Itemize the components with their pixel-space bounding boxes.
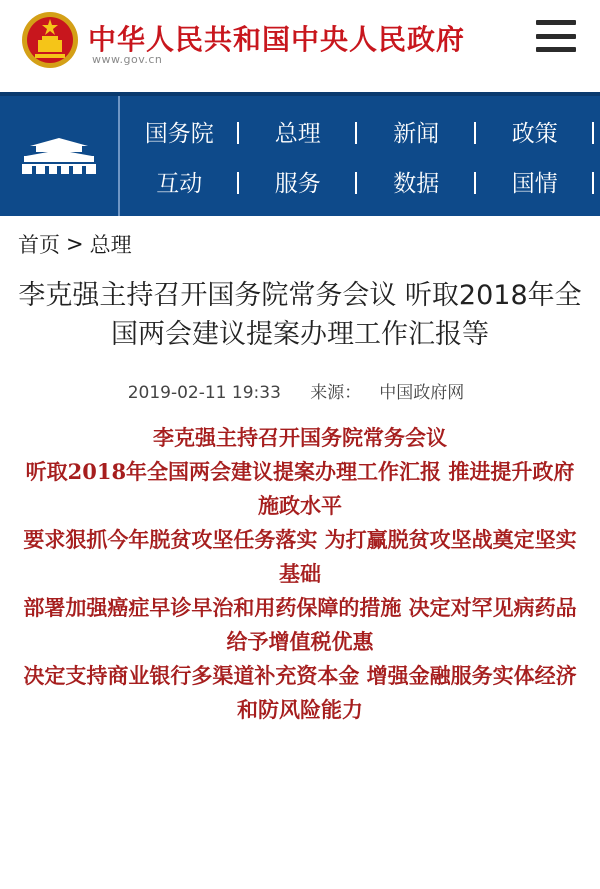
tiananmen-drawing [20,136,98,176]
nav-grid [120,96,600,216]
nav-item-guowuyuan[interactable]: 国务院 [120,106,239,156]
menu-bar [536,34,576,39]
summary-line: 听取2018年全国两会建议提案办理工作汇报 推进提升政府施政水平 [25,459,575,518]
article-datetime: 2019-02-11 19:33 [127,383,281,403]
summary-line: 部署加强癌症早诊早治和用药保障的措施 决定对罕见病药品给予增值税优惠 [23,595,577,654]
nav-item-zhengce[interactable]: 政策 [476,106,595,156]
site-url: www.gov.cn [92,53,163,66]
main-nav [0,92,600,216]
menu-icon[interactable] [536,20,576,52]
article-source: 中国政府网 [379,383,465,403]
summary-line: 李克强主持召开国务院常务会议 [153,425,447,450]
article-title: 李克强主持召开国务院常务会议 听取2018年全国两会建议提案办理工作汇报等 [18,280,582,350]
nav-item-shuju[interactable]: 数据 [357,156,476,206]
menu-bar [536,47,576,52]
breadcrumb-separator: > [66,232,84,256]
nav-item-hudong[interactable]: 互动 [120,156,239,206]
breadcrumb-current[interactable]: 总理 [89,233,132,257]
summary-line: 要求狠抓今年脱贫攻坚任务落实 为打赢脱贫攻坚战奠定坚实基础 [23,527,577,586]
tiananmen-icon[interactable] [0,96,120,216]
breadcrumb [0,216,600,272]
nav-item-xinwen[interactable]: 新闻 [357,106,476,156]
nav-item-guoqing[interactable]: 国情 [476,156,595,206]
national-emblem-icon[interactable] [20,10,80,70]
menu-bar [536,20,576,25]
summary-line: 决定支持商业银行多渠道补充资本金 增强金融服务实体经济和防风险能力 [23,663,577,722]
source-label: 来源： [310,383,362,403]
site-header [0,0,600,92]
nav-item-fuwu[interactable]: 服务 [239,156,358,206]
site-title[interactable]: 中华人民共和国中央人民政府 [88,23,466,56]
article-summary [0,421,600,727]
nav-item-zongli[interactable]: 总理 [239,106,358,156]
breadcrumb-home[interactable]: 首页 [18,233,60,257]
article-meta [0,378,600,403]
